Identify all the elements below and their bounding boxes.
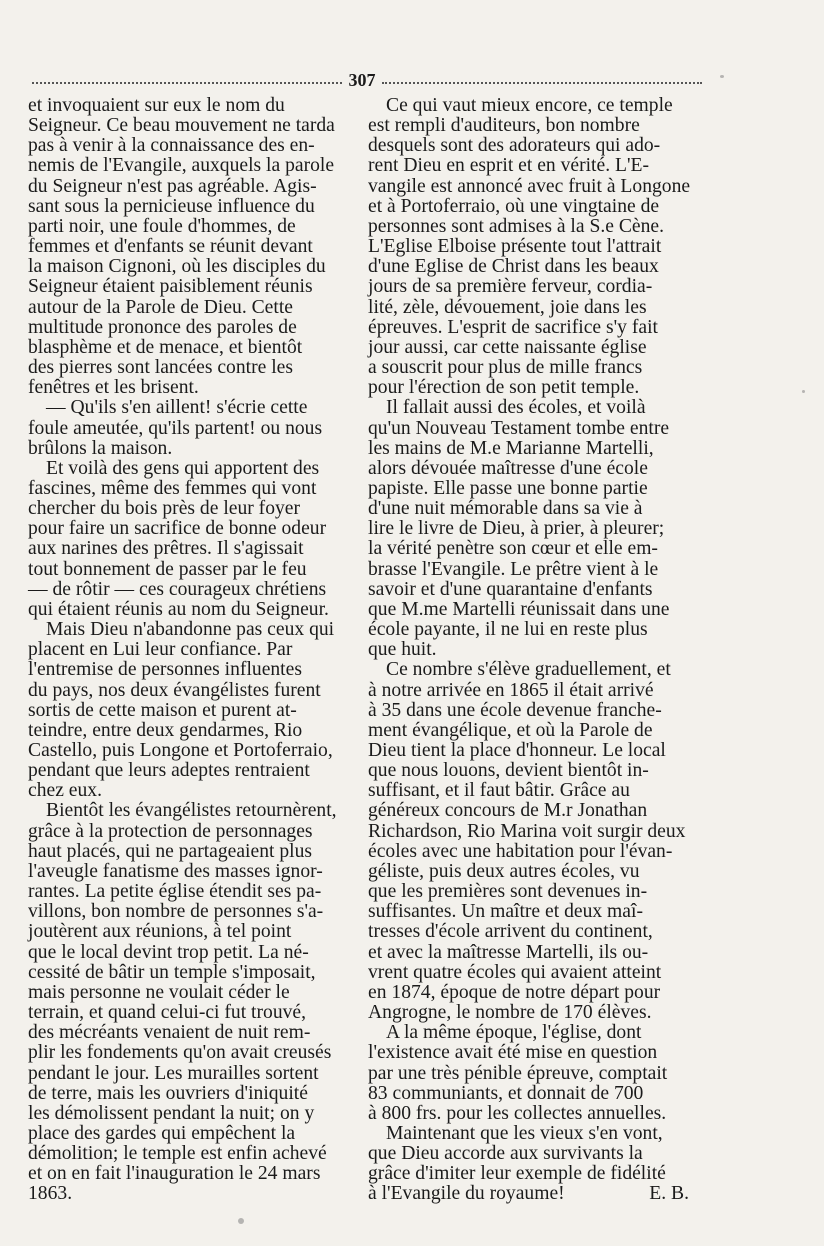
- text-line: femmes et d'enfants se réunit devant: [28, 236, 313, 258]
- text-line: suffisant, et il faut bâtir. Grâce au: [368, 780, 630, 802]
- text-line: Dieu tient la place d'honneur. Le local: [368, 740, 666, 761]
- text-line: blasphème et de menace, et bientôt: [28, 336, 303, 358]
- text-line: villons, bon nombre de personnes s'a-: [28, 901, 324, 923]
- paper-speck: [720, 75, 724, 78]
- text-line: foule ameutée, qu'ils partent! ou nous: [28, 417, 323, 439]
- text-line: école payante, il ne lui en reste plus: [368, 619, 648, 641]
- text-line: savoir et d'une quarantaine d'enfants: [368, 578, 653, 600]
- text-line: à 800 frs. pour les collectes annuelles.: [368, 1102, 667, 1124]
- text-line: papiste. Elle passe une bonne partie: [368, 477, 648, 499]
- text-line: jour aussi, car cette naissante église: [368, 336, 647, 358]
- page-number: 307: [348, 70, 376, 90]
- text-line: l'aveugle fanatisme des masses ignor-: [28, 860, 323, 882]
- text-line: — Qu'ils s'en aillent! s'écrie cette: [46, 397, 308, 419]
- text-line: est rempli d'auditeurs, bon nombre: [368, 115, 640, 137]
- text-line: des pierres sont lancées contre les: [28, 357, 293, 379]
- text-line: à l'Evangile du royaume!: [368, 1183, 565, 1205]
- text-line: haut placés, qui ne partageaient plus: [28, 840, 313, 862]
- text-line: d'une Eglise de Christ dans les beaux: [368, 256, 659, 278]
- text-line: et avec la maîtresse Martelli, ils ou-: [368, 941, 649, 963]
- text-line: Mais Dieu n'abandonne pas ceux qui: [46, 619, 335, 641]
- text-line: qu'un Nouveau Testament tombe entre: [368, 417, 670, 439]
- text-line: rantes. La petite église étendit ses pa-: [28, 881, 322, 903]
- text-line: par une très pénible épreuve, comptait: [368, 1062, 668, 1084]
- text-line: 1863.: [28, 1183, 73, 1205]
- text-line: vangile est annoncé avec fruit à Longone: [368, 175, 691, 197]
- text-line: tout bonnement de passer par le feu: [28, 558, 307, 580]
- text-line: desquels sont des adorateurs qui ado-: [368, 135, 661, 157]
- author-signature: E. B.: [649, 1183, 689, 1205]
- text-line: pour l'érection de son petit temple.: [368, 377, 640, 399]
- text-line: vrent quatre écoles qui avaient atteint: [368, 961, 662, 983]
- text-line: joutèrent aux réunions, à tel point: [28, 921, 292, 943]
- text-line: Maintenant que les vieux s'en vont,: [386, 1122, 663, 1144]
- text-line: sortis de cette maison et purent at-: [28, 699, 297, 721]
- text-line: cessité de bâtir un temple s'imposait,: [28, 961, 316, 983]
- text-line: Ce qui vaut mieux encore, ce temple: [386, 95, 673, 116]
- text-line: et on en fait l'inauguration le 24 mars: [28, 1163, 321, 1185]
- text-line: jours de sa première ferveur, cordia-: [368, 276, 653, 298]
- text-line: grâce d'imiter leur exemple de fidélité: [368, 1163, 666, 1185]
- text-line: plir les fondements qu'on avait creusés: [28, 1042, 332, 1064]
- left-column: [28, 96, 353, 1205]
- paper-speck: [238, 1218, 244, 1224]
- text-line: généreux concours de M.r Jonathan: [368, 800, 648, 822]
- header-rule-left: [32, 82, 342, 84]
- text-line: chez eux.: [28, 780, 102, 802]
- text-line: rent Dieu en esprit et en vérité. L'E-: [368, 155, 649, 177]
- text-line: L'Eglise Elboise présente tout l'attrait: [368, 236, 662, 258]
- text-line: en 1874, époque de notre départ pour: [368, 981, 661, 1003]
- text-line: mais personne ne voulait céder le: [28, 981, 290, 1003]
- paper-speck: [802, 390, 805, 393]
- header-rule-right: [382, 82, 702, 84]
- text-line: Et voilà des gens qui apportent des: [46, 457, 320, 479]
- text-line: pendant que leurs adeptes rentraient: [28, 760, 310, 782]
- text-line: multitude prononce des paroles de: [28, 316, 297, 338]
- text-line: pour faire un sacrifice de bonne odeur: [28, 518, 327, 540]
- text-line: d'une nuit mémorable dans sa vie à: [368, 498, 643, 520]
- text-line: grâce à la protection de personnages: [28, 820, 313, 842]
- text-line: les démolissent pendant la nuit; on y: [28, 1102, 315, 1124]
- text-line: a souscrit pour plus de mille francs: [368, 357, 643, 379]
- text-line: brasse l'Evangile. Le prêtre vient à le: [368, 558, 659, 580]
- text-line: nemis de l'Evangile, auxquels la parole: [28, 155, 335, 177]
- text-line: de terre, mais les ouvriers d'iniquité: [28, 1082, 308, 1104]
- text-line: à notre arrivée en 1865 il était arrivé: [368, 679, 654, 701]
- text-line: Seigneur étaient paisiblement réunis: [28, 276, 313, 298]
- text-line: placent en Lui leur confiance. Par: [28, 639, 293, 661]
- text-line: du Seigneur n'est pas agréable. Agis-: [28, 175, 317, 197]
- text-line: fenêtres et les brisent.: [28, 377, 199, 399]
- text-line: fascines, même des femmes qui vont: [28, 477, 317, 499]
- text-line: autour de la Parole de Dieu. Cette: [28, 296, 293, 318]
- text-line: que huit.: [368, 639, 437, 661]
- text-line: que le local devint trop petit. La né-: [28, 941, 309, 963]
- text-line: pas à venir à la connaissance des en-: [28, 135, 315, 157]
- text-line: Richardson, Rio Marina voit surgir deux: [368, 820, 686, 842]
- text-line: 83 communiants, et donnait de 700: [368, 1082, 644, 1104]
- text-line: que nous louons, devient bientôt in-: [368, 760, 649, 782]
- text-line: Angrogne, le nombre de 170 élèves.: [368, 1002, 652, 1024]
- text-line: Bientôt les évangélistes retournèrent,: [46, 800, 337, 822]
- text-line: l'entremise de personnes influentes: [28, 659, 302, 681]
- text-line: la maison Cignoni, où les disciples du: [28, 256, 326, 278]
- text-line: les mains de M.e Marianne Martelli,: [368, 437, 654, 459]
- text-line: lité, zèle, dévouement, joie dans les: [368, 296, 647, 318]
- text-line: lire le livre de Dieu, à prier, à pleurer;: [368, 518, 665, 540]
- text-line: Castello, puis Longone et Portoferraio,: [28, 740, 333, 761]
- text-line: A la même époque, l'église, dont: [386, 1022, 642, 1044]
- text-line: sant sous la pernicieuse influence du: [28, 195, 315, 217]
- text-line: des mécréants venaient de nuit rem-: [28, 1022, 311, 1044]
- text-line: teindre, entre deux gendarmes, Rio: [28, 719, 303, 741]
- text-line: à 35 dans une école devenue franche-: [368, 699, 662, 721]
- text-line: tresses d'école arrivent du continent,: [368, 921, 653, 943]
- text-line: que M.me Martelli réunissait dans une: [368, 598, 670, 620]
- text-line: brûlons la maison.: [28, 437, 173, 459]
- text-line: l'existence avait été mise en question: [368, 1042, 658, 1064]
- text-line: géliste, puis deux autres écoles, vu: [368, 860, 640, 882]
- text-line: chercher du bois près de leur foyer: [28, 498, 301, 520]
- text-line: démolition; le temple est enfin achevé: [28, 1143, 327, 1165]
- text-line: la vérité penètre son cœur et elle em-: [368, 538, 658, 560]
- text-line: alors dévouée maîtresse d'une école: [368, 457, 648, 479]
- text-line: Ce nombre s'élève graduellement, et: [386, 659, 671, 681]
- text-line: et à Portoferraio, où une vingtaine de: [368, 195, 660, 217]
- text-line: Il fallait aussi des écoles, et voilà: [386, 397, 646, 419]
- closing-line: [368, 1184, 695, 1204]
- text-line: personnes sont admises à la S.e Cène.: [368, 215, 665, 237]
- text-line: parti noir, une foule d'hommes, de: [28, 215, 296, 237]
- text-line: que les premières sont devenues in-: [368, 881, 648, 903]
- text-line: écoles avec une habitation pour l'évan-: [368, 840, 673, 862]
- text-line: pendant le jour. Les murailles sortent: [28, 1062, 319, 1084]
- text-line: aux narines des prêtres. Il s'agissait: [28, 538, 304, 560]
- text-line: — de rôtir — ces courageux chrétiens: [28, 578, 327, 600]
- text-line: du pays, nos deux évangélistes furent: [28, 679, 321, 701]
- text-line: et invoquaient sur eux le nom du: [28, 95, 285, 116]
- right-column: [368, 96, 695, 1205]
- text-line: que Dieu accorde aux survivants la: [368, 1143, 643, 1165]
- text-line: Seigneur. Ce beau mouvement ne tarda: [28, 115, 335, 137]
- text-line: suffisantes. Un maître et deux maî-: [368, 901, 643, 923]
- text-line: place des gardes qui empêchent la: [28, 1122, 296, 1144]
- text-line: qui étaient réunis au nom du Seigneur.: [28, 598, 329, 620]
- text-line: ment évangélique, et où la Parole de: [368, 719, 653, 741]
- text-line: épreuves. L'esprit de sacrifice s'y fait: [368, 316, 658, 338]
- text-line: terrain, et quand celui-ci fut trouvé,: [28, 1002, 307, 1024]
